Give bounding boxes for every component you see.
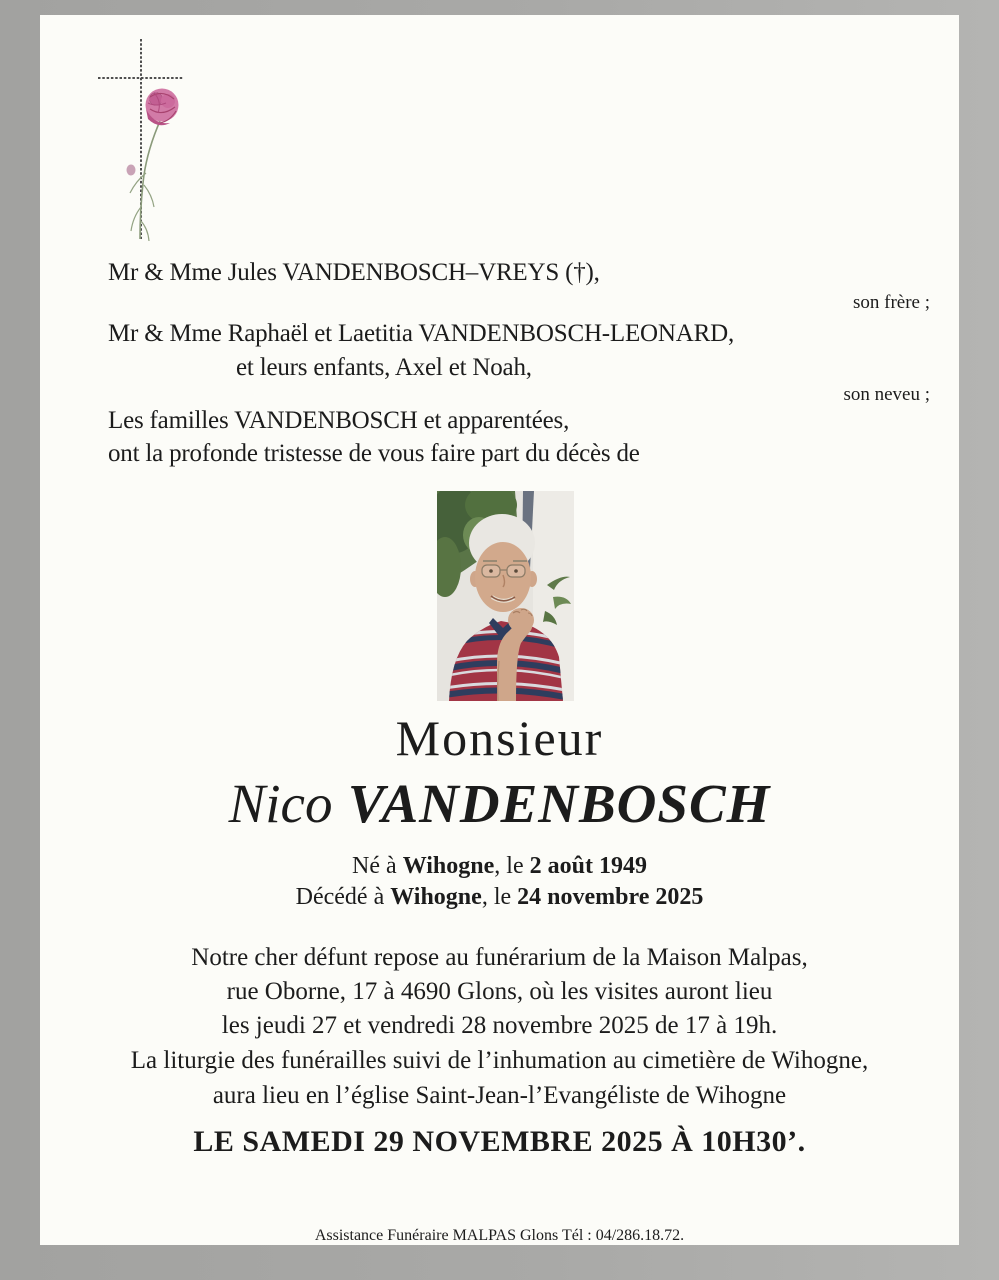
deceased-first-name: Nico bbox=[228, 773, 333, 834]
announcement-line-1: Mr & Mme Jules VANDENBOSCH–VREYS (†), bbox=[108, 259, 600, 286]
portrait-photo bbox=[437, 491, 574, 701]
ceremony-date: LE SAMEDI 29 NOVEMBRE 2025 À 10H30’. bbox=[193, 1125, 806, 1158]
relation-label-brother: son frère ; bbox=[852, 292, 930, 313]
announcement-line-3: et leurs enfants, Axel et Noah, bbox=[236, 354, 532, 381]
cross-with-rose-icon bbox=[90, 35, 200, 250]
visitation-line-2: rue Oborne, 17 à 4690 Glons, où les visites auront lieu bbox=[226, 978, 773, 1005]
deceased-name bbox=[40, 772, 959, 835]
footer-contact: Assistance Funéraire MALPAS Glons Tél : 04/286.18.72. bbox=[314, 1227, 685, 1244]
announcement-line-4: Les familles VANDENBOSCH et apparentées, bbox=[108, 407, 570, 434]
deceased-title: Monsieur bbox=[395, 710, 604, 766]
deceased-last-name: VANDENBOSCH bbox=[347, 773, 771, 834]
relation-label-nephew: son neveu ; bbox=[843, 384, 930, 405]
rose-blossom-icon bbox=[146, 89, 179, 126]
death-line: Décédé à Wihogne, le 24 novembre 2025 bbox=[295, 884, 704, 910]
announcement-line-5: ont la profonde tristesse de vous faire part du décès de bbox=[108, 440, 640, 467]
birth-line: Né à Wihogne, le 2 août 1949 bbox=[352, 853, 647, 879]
visitation-line-1: Notre cher défunt repose au funérarium de la Maison Malpas, bbox=[191, 944, 808, 971]
ceremony-line-1: La liturgie des funérailles suivi de l’inhumation au cimetière de Wihogne, bbox=[130, 1047, 869, 1074]
announcement-line-2: Mr & Mme Raphaël et Laetitia VANDENBOSCH-LEONARD, bbox=[108, 320, 735, 347]
ceremony-line-2: aura lieu en l’église Saint-Jean-l’Evangéliste de Wihogne bbox=[212, 1082, 787, 1109]
memorial-card bbox=[40, 15, 959, 1245]
visitation-line-3: les jeudi 27 et vendredi 28 novembre 2025 de 17 à 19h. bbox=[221, 1012, 778, 1039]
